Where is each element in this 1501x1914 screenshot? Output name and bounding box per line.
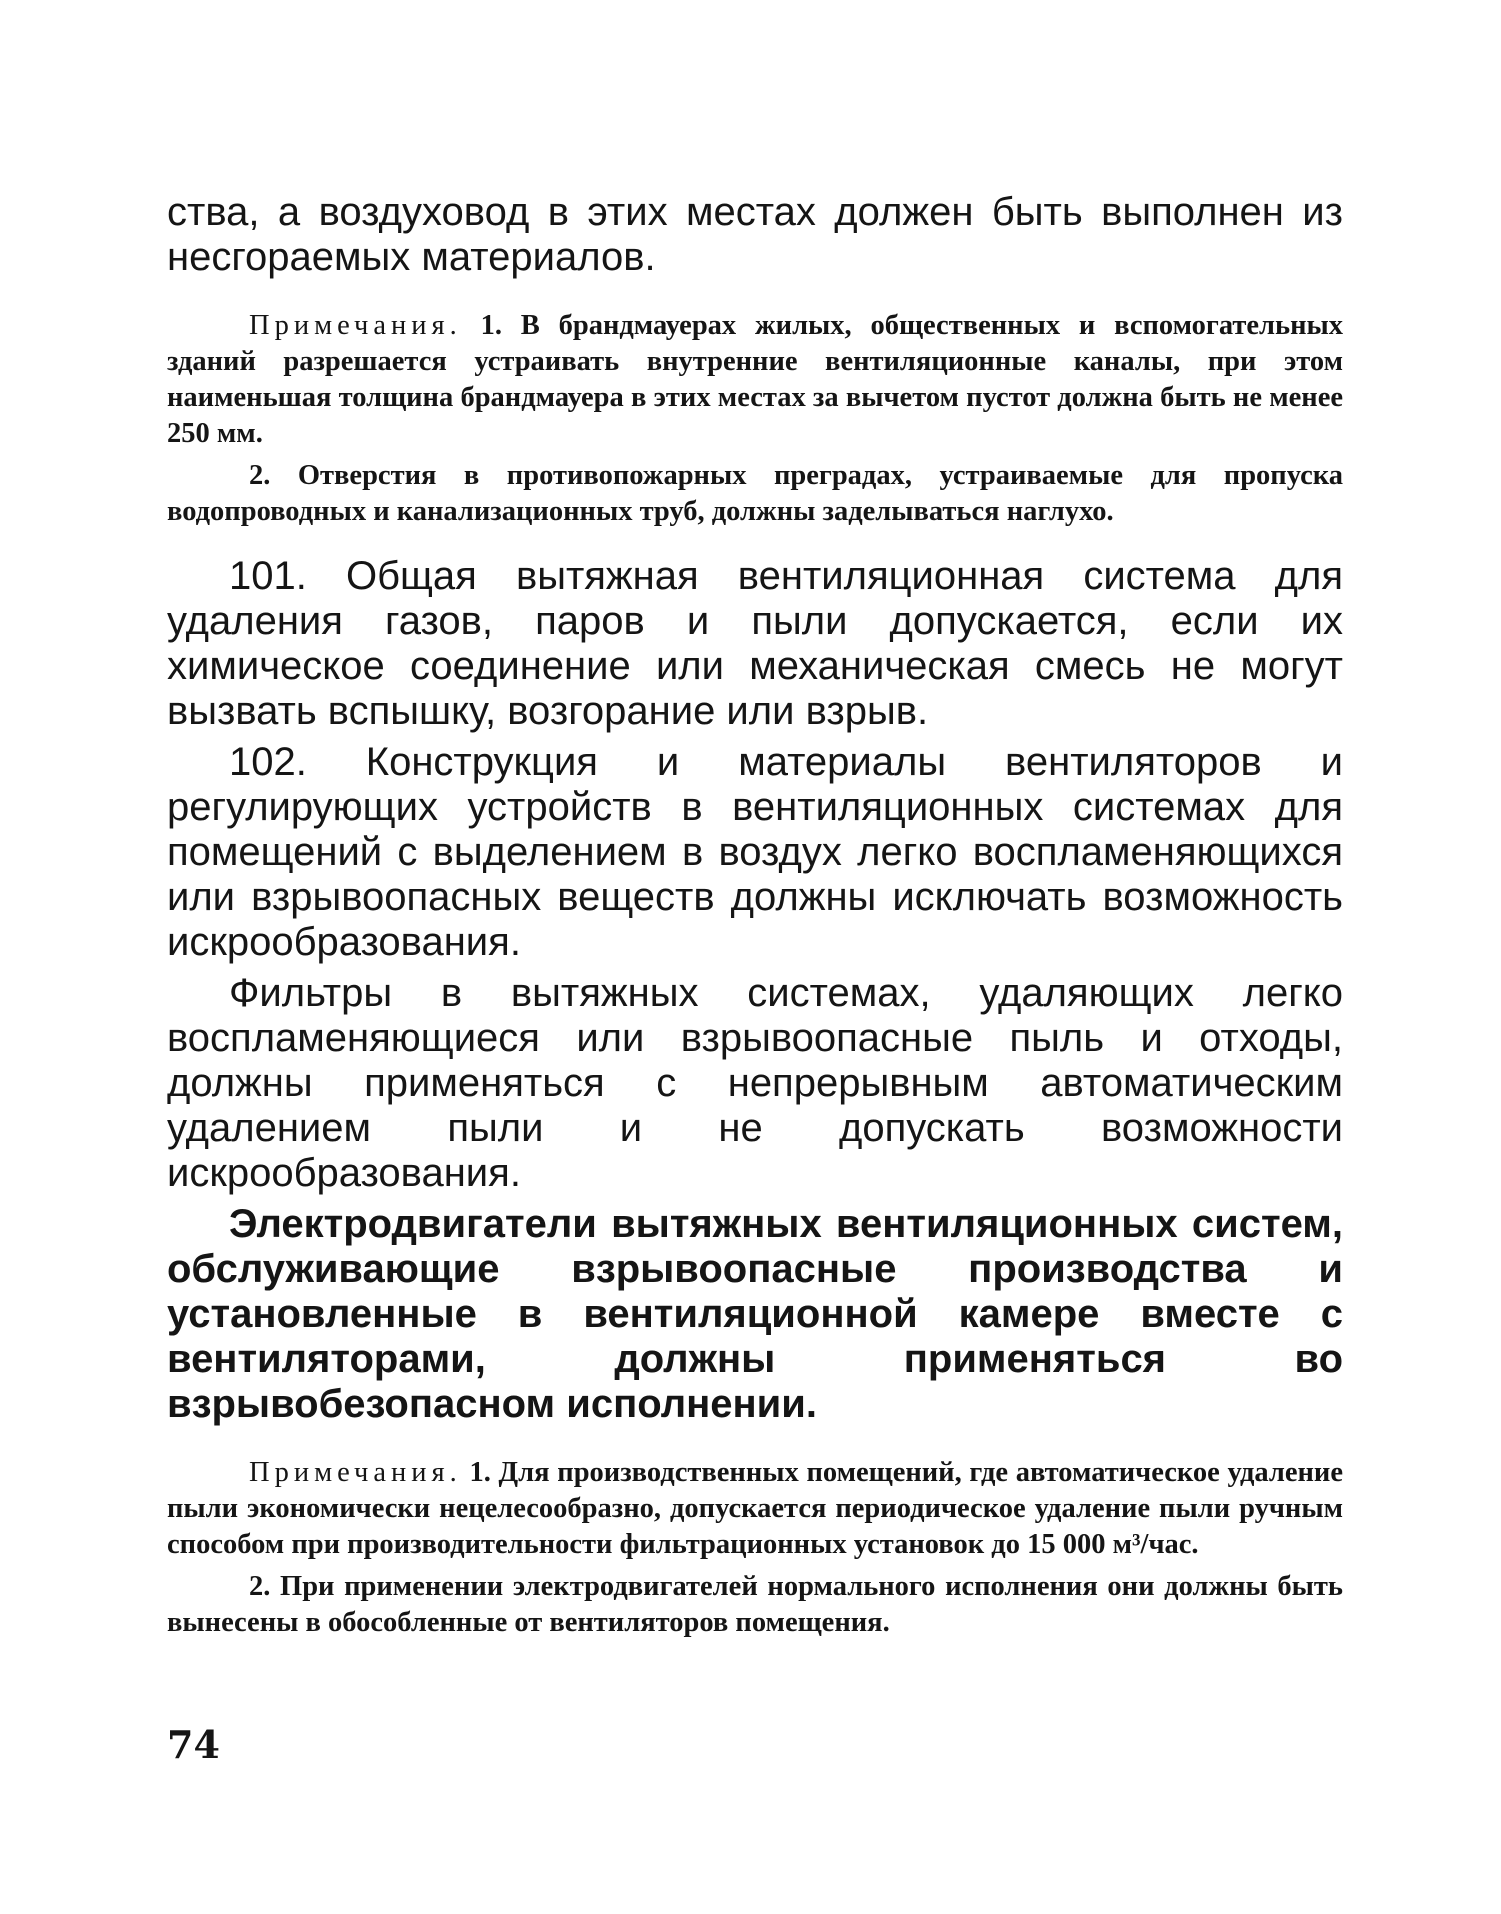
page-number: 74 [167, 1722, 220, 1767]
note-text: 1. В брандмауерах жилых, общественных и вспомогательных зданий разрешается устраивать внутренние вентиляционные каналы, при этом наименьшая толщина брандмауера в этих местах за вычетом пустот должна быть не менее 250 мм. [167, 310, 1344, 449]
continued-paragraph: ства, а воздуховод в этих местах должен быть выполнен из несгораемых материалов. [167, 190, 1343, 279]
note-text: 1. Для производственных помещений, где автоматическое удаление пыли экономически нецелесообразно, допускается периодическое удаление пыли ручным способом при производительности фильтрационных установок до 15 000 м³/час. [167, 1457, 1343, 1560]
notes-heading: Примечания. [249, 1457, 462, 1488]
page-body [167, 190, 1343, 1641]
notes-block-2-note-2: 2. При применении электродвигателей нормального исполнения они должны быть вынесены в обособленные от вентиляторов помещения. [167, 1571, 1343, 1638]
notes-block-1-note-1 [167, 308, 1343, 452]
notes-block-2-note-1 [167, 1455, 1343, 1563]
paragraph-electric-motors: Электродвигатели вытяжных вентиляционных систем, обслуживающие взрывоопасные производства и установленные в вентиляционной камере вместе с вентиляторами, должны применяться во взрывобезопасном исполнении. [167, 1202, 1343, 1426]
paragraph-filters: Фильтры в вытяжных системах, удаляющих легко воспламеняющиеся или взрывоопасные пыль и отходы, должны применяться с непрерывным автоматическим удалением пыли и не допускать возможности искрообразования. [167, 971, 1343, 1195]
notes-block-1-note-2: 2. Отверстия в противопожарных преградах, устраиваемые для пропуска водопроводных и канализационных труб, должны заделываться наглухо. [167, 460, 1343, 527]
paragraph-101: 101. Общая вытяжная вентиляционная система для удаления газов, паров и пыли допускается, если их химическое соединение или механическая смесь не могут вызвать вспышку, возгорание или взрыв. [167, 554, 1343, 733]
paragraph-102: 102. Конструкция и материалы вентиляторов и регулирующих устройств в вентиляционных системах для помещений с выделением в воздух легко воспламеняющихся или взрывоопасных веществ должны исключать возможность искрообразования. [167, 740, 1343, 964]
notes-heading: Примечания. [249, 310, 462, 341]
